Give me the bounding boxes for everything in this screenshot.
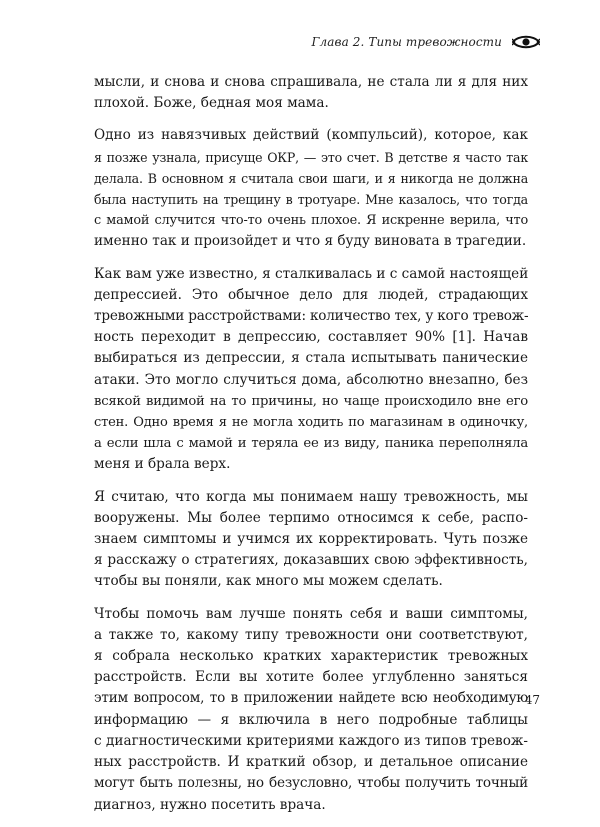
running-header — [312, 34, 540, 50]
paragraph — [94, 264, 528, 476]
text-line: депрессией. Это обычное дело для людей, страдающих — [94, 286, 528, 303]
chapter-title: Глава 2. Типы тревожности — [311, 35, 502, 49]
text-line: Одно из навязчивых действий (компульсий), которое, как — [94, 127, 528, 144]
text-line: диагноз, нужно посетить врача. — [94, 796, 326, 813]
text-line: информацию — я включила в него подробные таблицы — [94, 711, 528, 728]
text-line: тревожными расстройствами: количество тех, у кого тревож- — [94, 308, 529, 325]
text-line: меня и брала верх. — [94, 456, 231, 473]
text-line: этим вопросом, то в приложении найдете всю необходимую — [94, 690, 528, 707]
page-number: 47 — [524, 693, 540, 707]
text-line: была наступить на трещину в тротуаре. Мне казалось, что тогда — [94, 192, 528, 208]
text-line: расстройств. Если вы хотите более углубленно заняться — [94, 669, 528, 686]
text-line: выбираться из депрессии, я стала испытывать панические — [94, 350, 528, 367]
text-line: плохой. Боже, бедная моя мама. — [94, 95, 329, 112]
text-line: атаки. Это могло случиться дома, абсолютно внезапно, без — [94, 371, 528, 388]
text-line: Я считаю, что когда мы понимаем нашу тревожность, мы — [94, 488, 528, 505]
text-line: Чтобы помочь вам лучше понять себя и ваши симптомы, — [94, 605, 528, 622]
text-line: мысли, и снова и снова спрашивала, не стала ли я для них — [94, 74, 528, 90]
eye-icon — [512, 34, 540, 50]
body-text — [94, 72, 528, 827]
text-line: знаем симптомы и учимся их корректировать. Чуть позже — [94, 531, 528, 548]
text-line: могут быть полезны, но безусловно, чтобы получить точный — [94, 775, 528, 792]
text-line: стен. Одно время я не могла ходить по магазинам в одиночку, — [94, 415, 528, 431]
text-line: а если шла с мамой и теряла ее из виду, паника переполняла — [94, 436, 528, 452]
text-line: Как вам уже известно, я сталкивалась и с самой настоящей — [94, 265, 529, 282]
text-line: вооружены. Мы более терпимо относимся к себе, распо- — [94, 509, 528, 526]
text-line: ных расстройств. И краткий обзор, и детальное описание — [94, 754, 528, 771]
text-line: делала. В основном я считала свои шаги, и я никогда не должна — [94, 170, 528, 186]
text-line: я расскажу о стратегиях, доказавших свою эффективность, — [94, 552, 528, 569]
text-line: а также то, какому типу тревожности они соответствуют, — [94, 626, 528, 643]
paragraph — [94, 487, 528, 593]
text-line: ность переходит в депрессию, составляет 90% [1]. Начав — [94, 329, 528, 346]
paragraph — [94, 125, 528, 252]
text-line: всякой видимой на то причины, но чаще происходило вне его — [94, 393, 528, 409]
text-line: именно так и произойдет и что я буду виновата в трагедии. — [94, 233, 527, 250]
paragraph — [94, 72, 528, 114]
text-line: с мамой случится что-то очень плохое. Я искренне верила, что — [94, 213, 528, 229]
paragraph — [94, 604, 528, 816]
text-line: с диагностическими критериями каждого из типов тревож- — [94, 732, 528, 749]
text-line: я собрала несколько кратких характеристик тревожных — [94, 648, 528, 665]
text-line: я позже узнала, присуще ОКР, — это счет. В детстве я часто так — [94, 149, 528, 165]
text-line: чтобы вы поняли, как много мы можем сделать. — [94, 573, 443, 590]
